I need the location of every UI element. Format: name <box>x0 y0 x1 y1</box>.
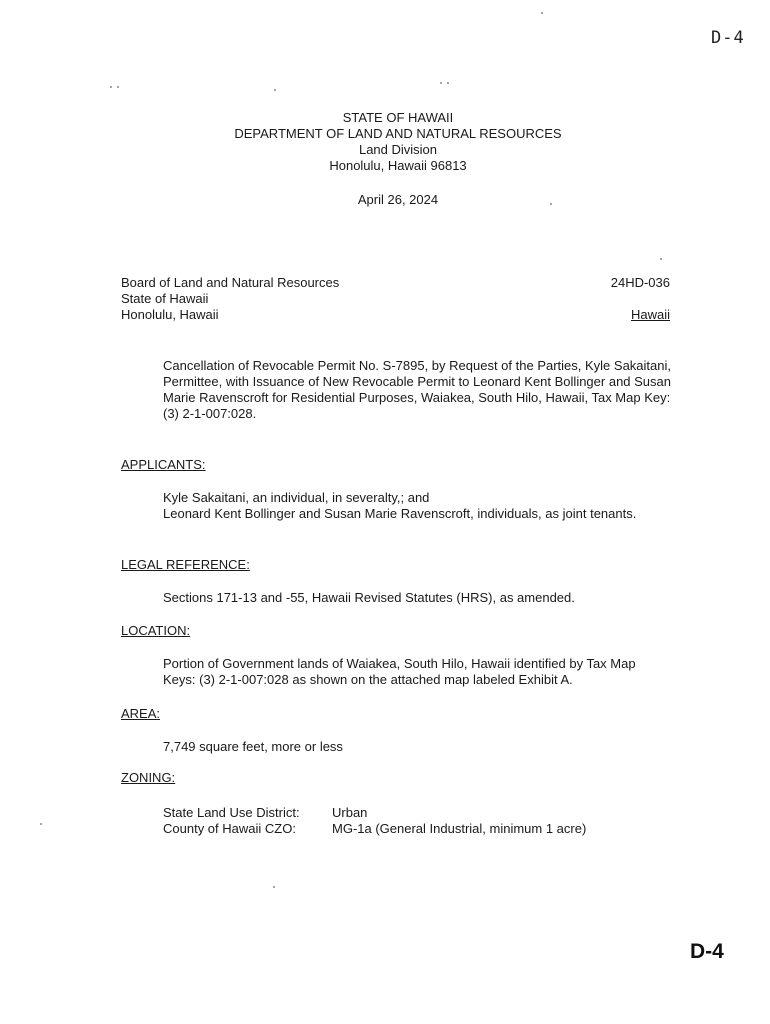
addressee-state: State of Hawaii <box>121 291 209 306</box>
zoning-row <box>163 805 723 821</box>
zoning-key: County of Hawaii CZO: <box>163 821 296 836</box>
header-city: Honolulu, Hawaii 96813 <box>329 158 467 173</box>
applicant-1: Kyle Sakaitani, an individual, in severalty,; and <box>163 490 430 505</box>
area-text: 7,749 square feet, more or less <box>163 739 343 754</box>
scan-speck <box>117 86 119 88</box>
scan-speck <box>541 12 543 14</box>
legal-reference-label: LEGAL REFERENCE: <box>121 557 250 572</box>
zoning-row <box>163 821 723 837</box>
location-text: Portion of Government lands of Waiakea, South Hilo, Hawaii identified by Tax Map Keys: (3) 2-1-007:028 as shown on the attached map labeled Exhibit A. <box>163 656 636 687</box>
addressee-block <box>121 275 339 323</box>
zoning-value: Urban <box>332 805 368 820</box>
reference-number: 24HD-036 <box>610 275 670 290</box>
area-label: AREA: <box>121 706 161 721</box>
scan-speck <box>440 82 442 84</box>
location-label: LOCATION: <box>121 623 191 638</box>
scan-speck <box>274 89 276 91</box>
scan-speck <box>447 82 449 84</box>
subject-paragraph: Cancellation of Revocable Permit No. S-7895, by Request of the Parties, Kyle Sakaitani, Permittee, with Issuance of New Revocable Permit to Leonard Kent Bollinger and Susan Marie Ravenscroft for Residential Purposes, Waiakea, South Hilo, Hawaii, Tax Map Key: (3) 2-1-007:028. <box>163 358 671 421</box>
page-mark-top: D-4 <box>711 28 745 48</box>
header-division: Land Division <box>358 142 438 157</box>
scan-speck <box>110 86 112 88</box>
scan-speck <box>40 823 42 825</box>
applicants-block <box>163 490 643 522</box>
addressee-board: Board of Land and Natural Resources <box>121 275 340 290</box>
zoning-key: State Land Use District: <box>163 805 300 820</box>
reference-island: Hawaii <box>630 307 670 322</box>
page-mark-bottom: D-4 <box>690 940 724 963</box>
document-date: April 26, 2024 <box>357 192 439 207</box>
scan-speck <box>273 886 275 888</box>
legal-reference-text: Sections 171-13 and -55, Hawaii Revised Statutes (HRS), as amended. <box>163 590 575 605</box>
header-state: STATE OF HAWAII <box>342 110 454 125</box>
addressee-city: Honolulu, Hawaii <box>121 307 219 322</box>
scan-speck <box>660 258 662 260</box>
letterhead <box>0 110 770 174</box>
zoning-label: ZONING: <box>121 770 176 785</box>
zoning-value: MG-1a (General Industrial, minimum 1 acre) <box>332 821 587 836</box>
applicants-label: APPLICANTS: <box>121 457 206 472</box>
applicant-2: Leonard Kent Bollinger and Susan Marie Ravenscroft, individuals, as joint tenants. <box>163 506 637 521</box>
header-department: DEPARTMENT OF LAND AND NATURAL RESOURCES <box>234 126 562 141</box>
